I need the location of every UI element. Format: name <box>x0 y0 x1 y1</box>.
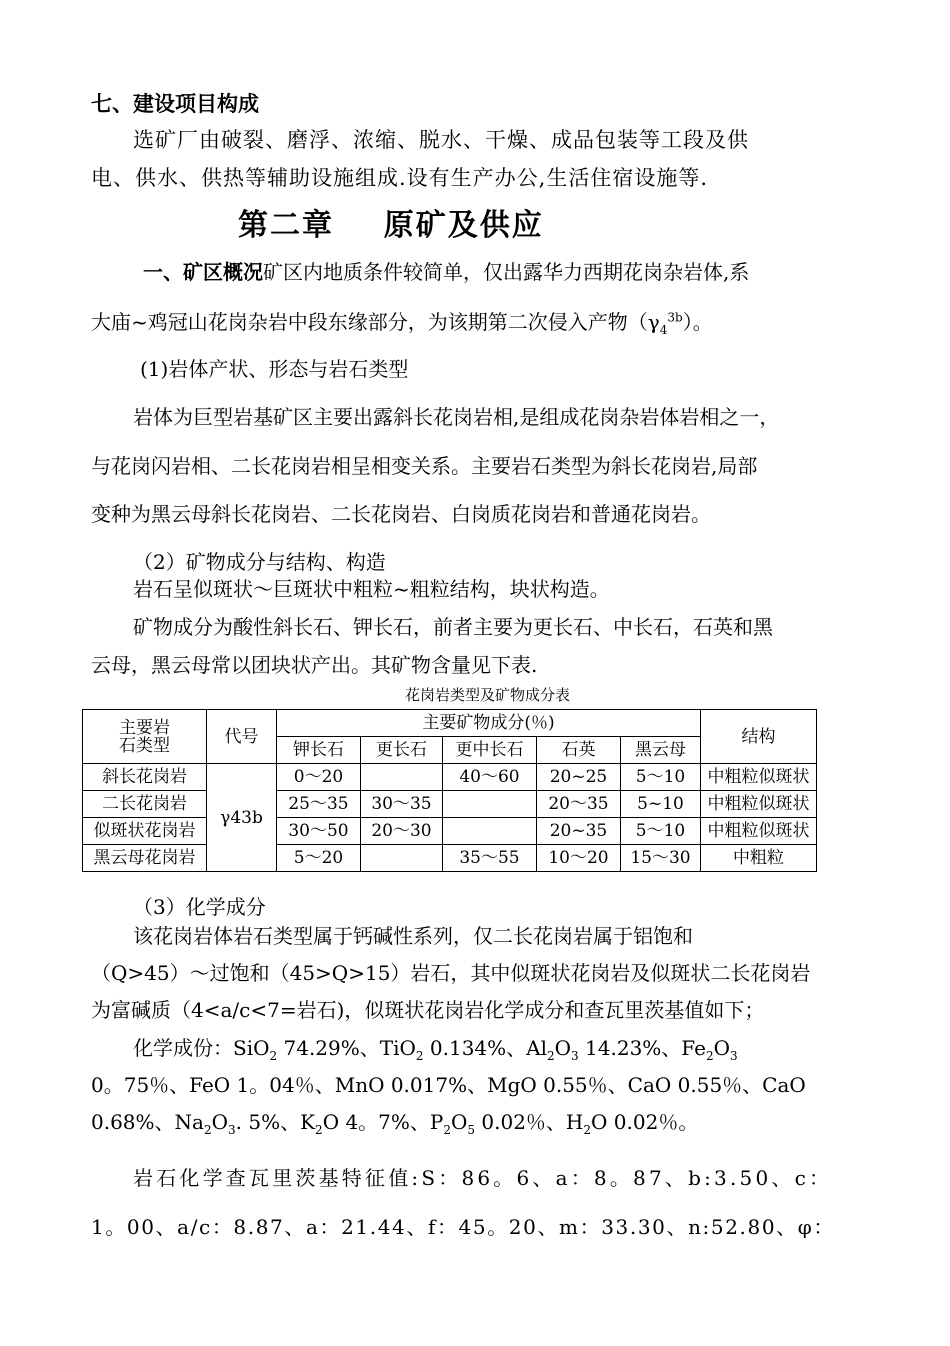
table-caption: 花岗岩类型及矿物成分表 <box>405 686 571 704</box>
cell: 10～20 <box>537 845 621 872</box>
cell <box>443 791 537 818</box>
superscript: 3b <box>667 310 683 325</box>
paragraph-line: 变种为黑云母斜长花岗岩、二长花岗岩、白岗质花岗岩和普通花岗岩。 <box>91 502 711 526</box>
paragraph-line: 选矿厂由破裂、磨浮、浓缩、脱水、干燥、成品包装等工段及供 <box>133 128 749 152</box>
header-col: 更中长石 <box>443 737 537 764</box>
header-rock-type: 主要岩 石类型 <box>83 710 207 764</box>
cell: 5～20 <box>277 845 361 872</box>
overview-text: 大庙~鸡冠山花岗杂岩中段东缘部分，为该期第二次侵入产物（γ <box>91 310 660 334</box>
paragraph-line: 矿物成分为酸性斜长石、钾长石，前者主要为更长石、中长石，石英和黑 <box>133 615 773 639</box>
cell: 35～55 <box>443 845 537 872</box>
mineral-composition-table <box>82 709 817 872</box>
cell: 5~10 <box>621 791 701 818</box>
cell: 25～35 <box>277 791 361 818</box>
cell: 20~25 <box>537 764 621 791</box>
table-row <box>83 764 817 791</box>
cell-structure: 中粗粒似斑状 <box>701 791 817 818</box>
chapter-title: 第二章 原矿及供应 <box>238 208 544 243</box>
header-col: 石英 <box>537 737 621 764</box>
cell: 30～50 <box>277 818 361 845</box>
cell-structure: 中粗粒似斑状 <box>701 764 817 791</box>
cell-type: 二长花岗岩 <box>83 791 207 818</box>
zavaritsky-line1: 岩石化学查瓦里茨基特征值:S：86。6、a：8。87、b:3.50、c： <box>133 1166 833 1190</box>
cell: 20～35 <box>537 791 621 818</box>
table-row <box>83 818 817 845</box>
cell: 0～20 <box>277 764 361 791</box>
header-col: 黑云母 <box>621 737 701 764</box>
header-mineral-group: 主要矿物成分(％) <box>277 710 701 737</box>
chem-line2: 0。75％、FeO 1。04％、MnO 0.017%、MgO 0.55％、CaO 0.55％、CaO <box>91 1073 806 1097</box>
cell: 5～10 <box>621 818 701 845</box>
subsection-title-1: (1)岩体产状、形态与岩石类型 <box>140 357 409 381</box>
overview-text: 矿区内地质条件较简单，仅出露华力西期花岗杂岩体,系 <box>263 260 750 284</box>
cell: 40～60 <box>443 764 537 791</box>
overview-text: ）。 <box>682 310 713 334</box>
header-col: 钾长石 <box>277 737 361 764</box>
cell: 20～30 <box>361 818 443 845</box>
paragraph-line: 电、供水、供热等辅助设施组成.设有生产办公,生活住宿设施等. <box>91 166 709 190</box>
header-code: 代号 <box>207 710 277 764</box>
paragraph-line: 与花岗闪岩相、二长花岗岩相呈相变关系。主要岩石类型为斜长花岗岩,局部 <box>91 454 758 478</box>
subscript: 4 <box>659 323 668 337</box>
paragraph-line: 云母，黑云母常以团块状产出。其矿物含量见下表. <box>91 653 538 677</box>
cell: 20~35 <box>537 818 621 845</box>
table-row <box>83 845 817 872</box>
paragraph-line: 该花岗岩体岩石类型属于钙碱性系列，仅二长花岗岩属于铝饱和 <box>133 924 693 948</box>
cell <box>361 764 443 791</box>
section-heading-construction: 七、建设项目构成 <box>91 91 259 116</box>
paragraph-line: 岩石呈似斑状～巨斑状中粗粒~粗粒结构，块状构造。 <box>133 577 610 601</box>
cell <box>361 845 443 872</box>
cell: 30～35 <box>361 791 443 818</box>
header-structure: 结构 <box>701 710 817 764</box>
overview-heading: 一、矿区概况 <box>143 260 263 284</box>
zavaritsky-line2: 1。00、a/c：8.87、a：21.44、f：45。20、m：33.30、n:52.80、φ： <box>91 1215 835 1239</box>
paragraph-line: 为富碱质（4<a/c<7=岩石)，似斑状花岗岩化学成分和查瓦里茨基值如下； <box>91 998 765 1022</box>
cell-code: γ43b <box>207 764 277 872</box>
cell-structure: 中粗粒 <box>701 845 817 872</box>
cell <box>443 818 537 845</box>
cell: 15～30 <box>621 845 701 872</box>
cell: 5～10 <box>621 764 701 791</box>
header-col: 更长石 <box>361 737 443 764</box>
overview-line2 <box>91 306 713 337</box>
cell-structure: 中粗粒似斑状 <box>701 818 817 845</box>
overview-line1 <box>143 256 749 285</box>
chem-line1: 化学成份：SiO$_2$ 74.29%、TiO$_2$ 0.134%、$Al_2O_3$ 14.23%、$Fe_2O_3$ <box>133 1036 738 1063</box>
paragraph-line: 岩体为巨型岩基矿区主要出露斜长花岗岩相,是组成花岗杂岩体岩相之一， <box>133 405 780 429</box>
chem-line3: 0.68%、$Na_2O_3$. 5%、$K_2O$ 4。7%、$P_2O_5$ 0.02％、$H_2O$ 0.02％。 <box>91 1110 699 1137</box>
cell-type: 黑云母花岗岩 <box>83 845 207 872</box>
cell-type: 斜长花岗岩 <box>83 764 207 791</box>
table-row <box>83 791 817 818</box>
cell-type: 似斑状花岗岩 <box>83 818 207 845</box>
subsection-title-2: （2）矿物成分与结构、构造 <box>133 550 386 574</box>
paragraph-line: （Q>45）～过饱和（45>Q>15）岩石，其中似斑状花岗岩及似斑状二长花岗岩 <box>91 961 811 985</box>
subsection-title-3: （3）化学成分 <box>133 895 266 919</box>
